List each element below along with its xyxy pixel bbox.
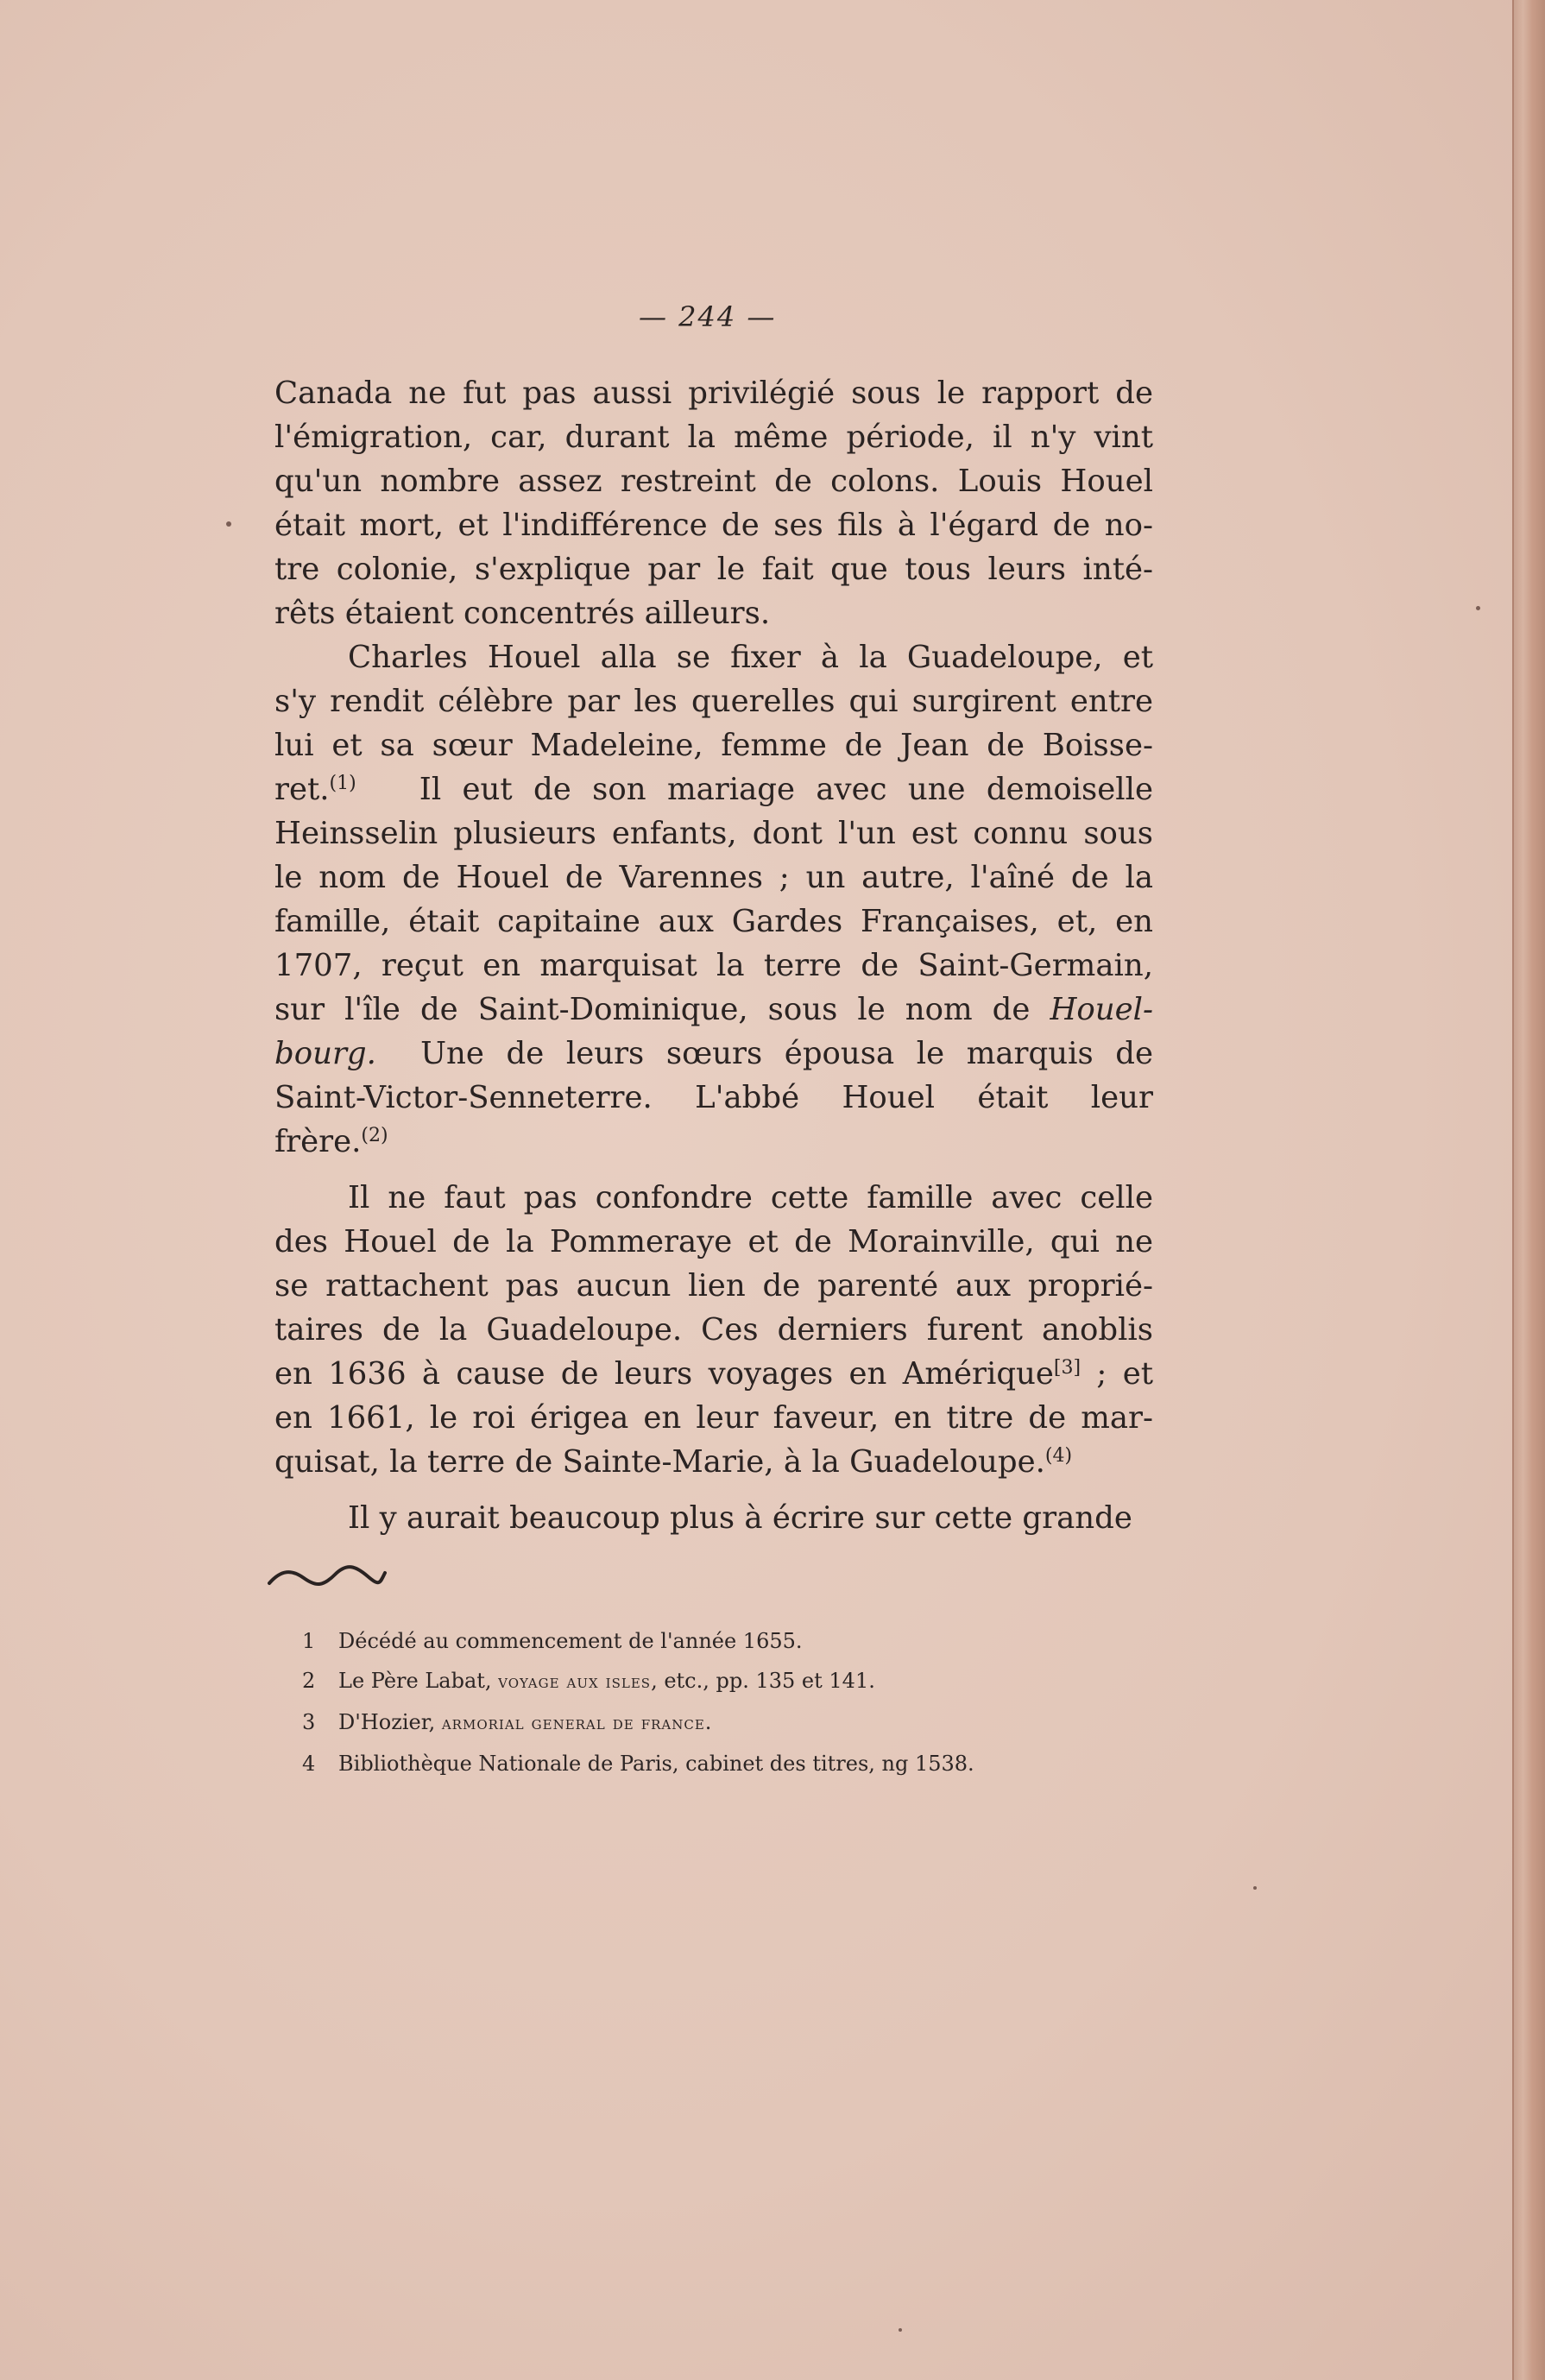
text-fragment: quisat, la terre de Sainte-Marie, à la Guadeloupe. — [274, 1444, 1045, 1480]
text-fragment: Il eut de son mariage avec une demoiselle — [419, 772, 1153, 807]
text-line: était mort, et l'indifférence de ses fils à l'égard de no- — [274, 508, 1153, 543]
footnote-text — [338, 1661, 875, 1702]
footnote-text: Bibliothèque Nationale de Paris, cabinet des titres, ng 1538. — [338, 1752, 974, 1776]
paper-speck — [1476, 606, 1480, 610]
paper-speck — [1253, 1886, 1257, 1890]
text-fragment: sur l'île de Saint-Dominique, sous le nom de — [274, 992, 1031, 1027]
footnote-4 — [302, 1744, 1079, 1783]
footnote-ref-1: (1) — [329, 773, 356, 794]
text-line: en 1661, le roi érigea en leur faveur, en titre de mar- — [274, 1400, 1153, 1436]
italic-word: Houel- — [1050, 992, 1153, 1027]
text-line-composite — [274, 988, 1153, 1032]
page-edge — [1512, 0, 1545, 2380]
text-line: Saint-Victor-Senneterre. L'abbé Houel était leur — [274, 1080, 1153, 1115]
tail-ornament-icon — [266, 1561, 387, 1592]
body-text — [274, 371, 1153, 1540]
footnote-text-part: D'Hozier, — [338, 1710, 442, 1734]
text-line: Charles Houel alla se fixer à la Guadeloupe, et — [348, 640, 1153, 675]
text-line: l'émigration, car, durant la même période, il n'y vint — [274, 420, 1153, 455]
text-line-composite — [274, 1032, 1153, 1076]
page-number: — 244 — — [639, 300, 777, 333]
italic-word: bourg. — [274, 1036, 376, 1071]
footnote-number: 1 — [302, 1629, 316, 1653]
text-line: taires de la Guadeloupe. Ces derniers furent anoblis — [274, 1312, 1153, 1348]
text-fragment: Une de leurs sœurs épousa le marquis de — [420, 1036, 1153, 1071]
text-line-composite — [274, 767, 1153, 811]
footnote-1 — [302, 1621, 1079, 1661]
footnote-text — [338, 1702, 711, 1744]
footnote-number: 4 — [302, 1752, 316, 1776]
footnote-ref-3: [3] — [1053, 1357, 1082, 1379]
footnote-3 — [302, 1702, 1079, 1744]
text-line-composite — [274, 1440, 1153, 1484]
text-line: qu'un nombre assez restreint de colons. Louis Houel — [274, 464, 1153, 499]
text-line: se rattachent pas aucun lien de parenté aux proprié- — [274, 1268, 1153, 1304]
footnote-number: 2 — [302, 1669, 316, 1693]
footnote-text-part: , etc., pp. 135 et 141. — [651, 1669, 875, 1693]
footnote-ref-2: (2) — [361, 1125, 388, 1146]
text-line: Heinsselin plusieurs enfants, dont l'un est connu sous — [274, 816, 1153, 851]
text-line: lui et sa sœur Madeleine, femme de Jean de Boisse- — [274, 728, 1153, 763]
text-line: rêts étaient concentrés ailleurs. — [274, 596, 771, 631]
footnote-title: armorial general de france — [441, 1713, 705, 1734]
paper-speck — [899, 2328, 902, 2332]
footnote-number: 3 — [302, 1710, 316, 1734]
footnote-text: Décédé au commencement de l'année 1655. — [338, 1629, 803, 1653]
paper-speck — [226, 521, 231, 527]
footnote-title: voyage aux isles — [498, 1671, 652, 1693]
footnote-2 — [302, 1661, 1079, 1702]
footnote-text-part: Le Père Labat, — [338, 1669, 499, 1693]
text-line: Canada ne fut pas aussi privilégié sous le rapport de — [274, 376, 1153, 411]
text-line-composite — [274, 1120, 1153, 1164]
text-line-composite — [274, 1352, 1153, 1396]
text-line: 1707, reçut en marquisat la terre de Saint-Germain, — [274, 948, 1153, 983]
text-line: tre colonie, s'explique par le fait que tous leurs inté- — [274, 552, 1153, 587]
text-line: s'y rendit célèbre par les querelles qui surgirent entre — [274, 684, 1153, 719]
text-line: des Houel de la Pommeraye et de Morainville, qui ne — [274, 1224, 1153, 1259]
text-line: Il ne faut pas confondre cette famille avec celle — [348, 1180, 1153, 1215]
text-fragment: ; et — [1096, 1356, 1153, 1392]
text-fragment: ret. — [274, 772, 330, 807]
text-fragment: frère. — [274, 1124, 362, 1159]
footnote-ref-4: (4) — [1044, 1445, 1073, 1467]
text-fragment: en 1636 à cause de leurs voyages en Amérique — [274, 1356, 1054, 1392]
footnote-text-part: . — [704, 1710, 712, 1734]
text-line: Il y aurait beaucoup plus à écrire sur cette grande — [348, 1500, 1132, 1536]
text-line: famille, était capitaine aux Gardes Françaises, et, en — [274, 904, 1153, 939]
text-line: le nom de Houel de Varennes ; un autre, l'aîné de la — [274, 860, 1153, 895]
footnotes — [302, 1621, 1079, 1783]
